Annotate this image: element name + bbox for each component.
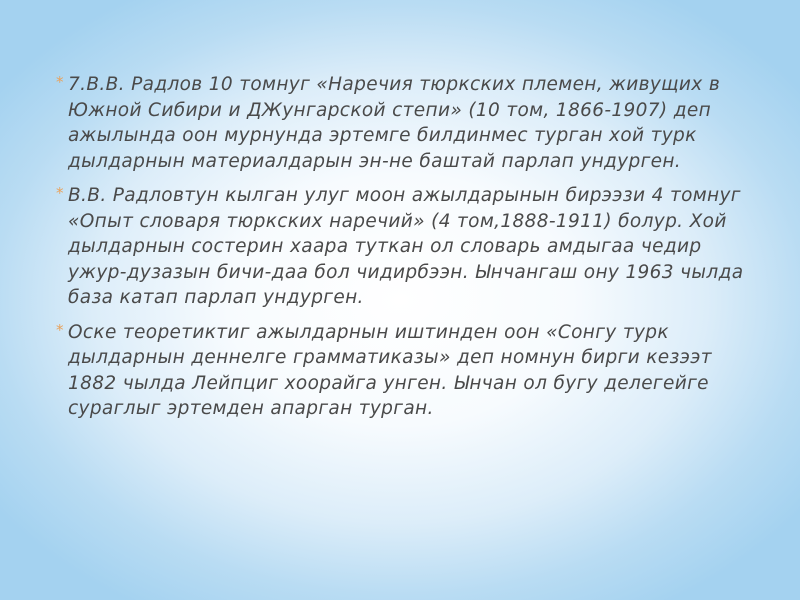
paragraph-1-text: 7.В.В. Радлов 10 томнуг «Наречия тюркских племен, живущих в Южной Сибири и ДЖунгарской степи» (10 том, 1866-1907) деп ажылында оон мурнунда эртемге билдинмес турган хой турк дылдарнын материалдарын эн-не баштай парлап ундурген. — [68, 74, 721, 172]
bullet-paragraph-1 — [56, 72, 746, 174]
bullet-marker-icon: * — [56, 184, 64, 202]
slide-body — [56, 72, 746, 431]
paragraph-3-text: Оске теоретиктиг ажылдарнын иштинден оон «Сонгу турк дылдарнын деннелге грамматиказы» деп номнун бирги кезээт 1882 чылда Лейпциг хоорайга унген. Ынчан ол бугу делегейге сураглыг эртемден апарган турган. — [68, 321, 712, 419]
paragraph-2-text: В.В. Радловтун кылган улуг моон ажылдарынын бирээзи 4 томнуг «Опыт словаря тюркских наречий» (4 том,1888-1911) болур. Хой дылдарнын состерин хаара туткан ол словарь амдыгаа чедир ужур-дузазын бичи-даа бол чидирбээн. Ынчангаш ону 1963 чылда база катап парлап ундурген. — [68, 185, 744, 308]
bullet-marker-icon: * — [56, 320, 64, 339]
bullet-paragraph-3 — [56, 320, 746, 422]
bullet-marker-icon: * — [56, 73, 64, 91]
bullet-paragraph-2 — [56, 183, 746, 311]
